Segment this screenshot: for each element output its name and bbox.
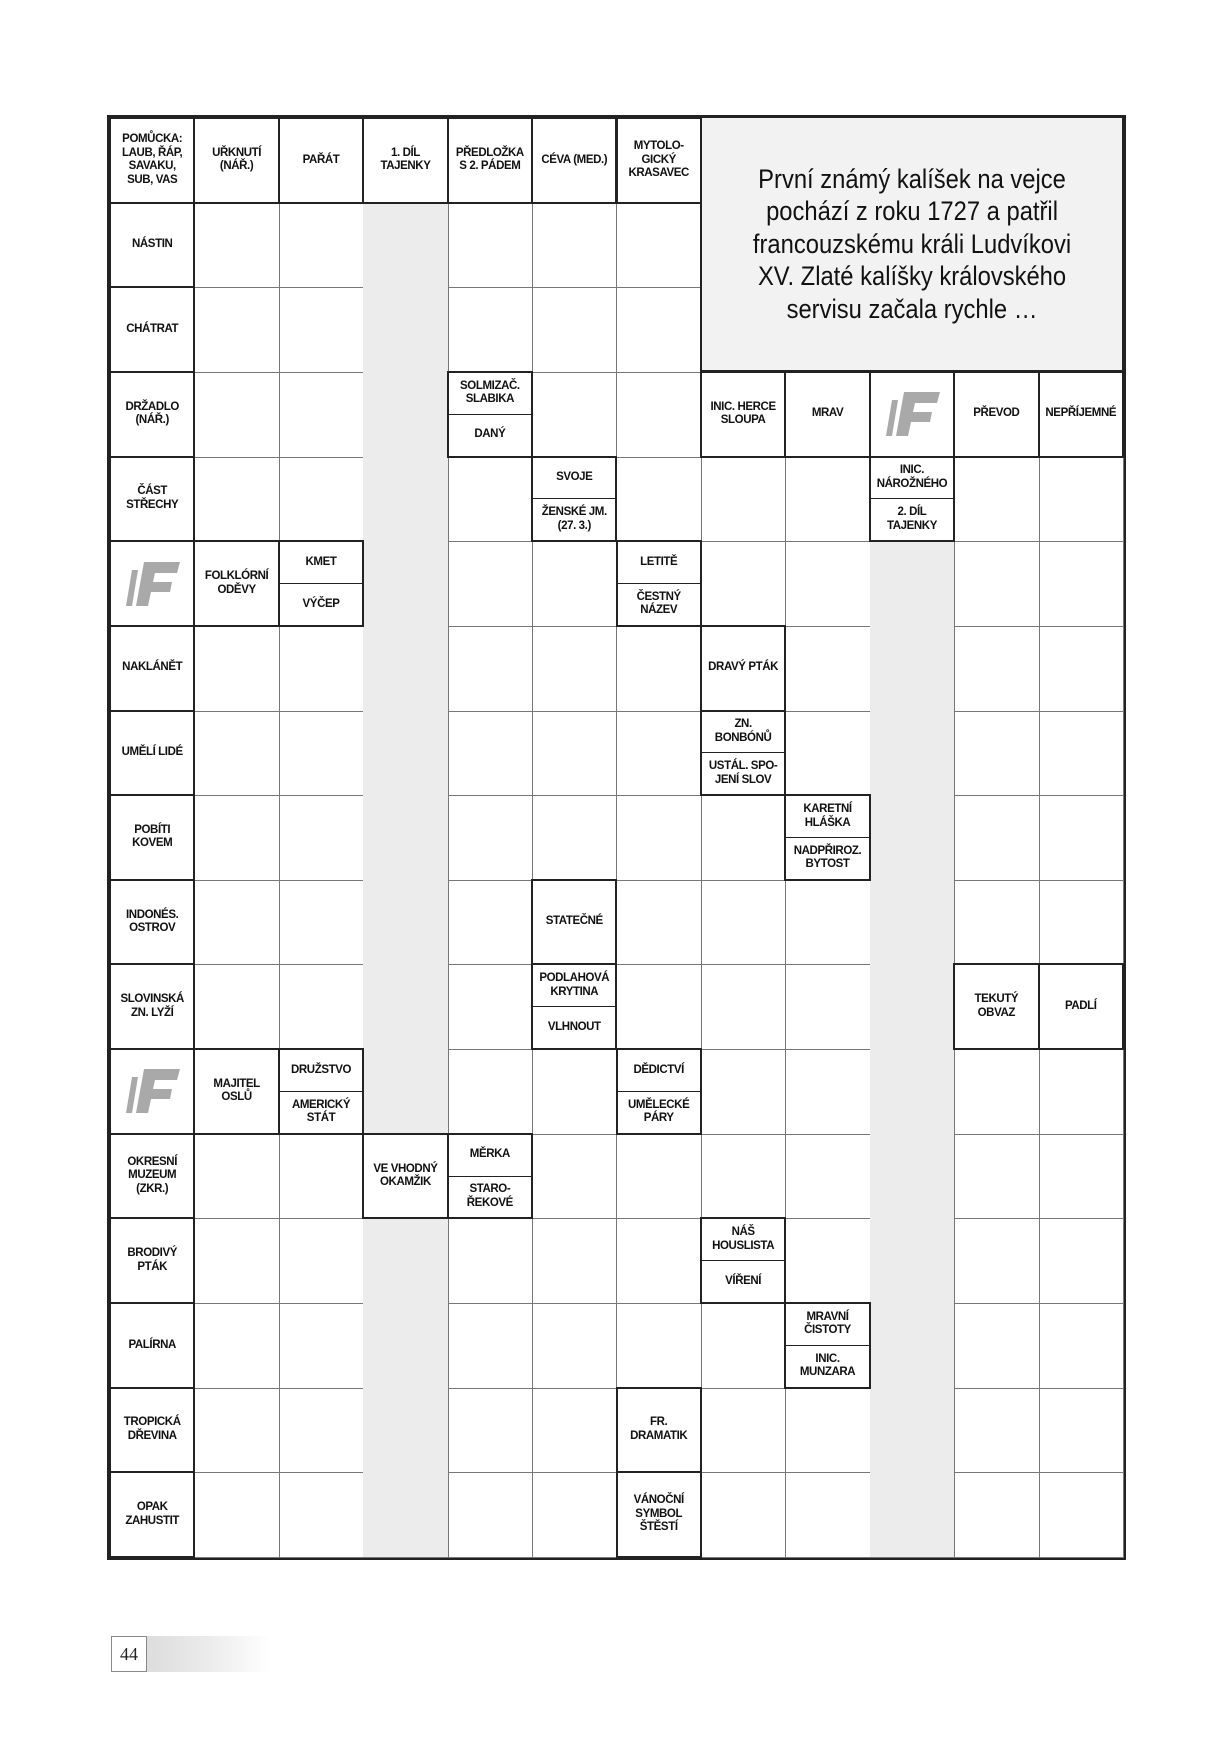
- clue-cell: [616, 1471, 702, 1558]
- answer-cell[interactable]: [617, 964, 702, 1050]
- answer-cell[interactable]: [448, 1049, 533, 1135]
- answer-cell[interactable]: [532, 1388, 617, 1474]
- clue-text: DANÝ: [449, 414, 531, 456]
- page-number: 44: [111, 1636, 147, 1672]
- answer-cell[interactable]: [194, 203, 279, 289]
- answer-cell[interactable]: [954, 1303, 1039, 1389]
- clue-text: DĚDICTVÍ: [633, 1063, 684, 1076]
- answer-cell[interactable]: [617, 203, 702, 289]
- answer-cell[interactable]: [1039, 795, 1124, 881]
- answer-cell[interactable]: [279, 964, 364, 1050]
- clue-text: NEPŘÍJEMNÉ: [1045, 407, 1117, 420]
- clue-text: INDONÉS. OSTROV: [126, 908, 179, 935]
- answer-cell[interactable]: [785, 880, 870, 966]
- answer-cell[interactable]: [954, 626, 1039, 712]
- clue-cell: [784, 371, 870, 458]
- crossword-grid: [107, 115, 1126, 1560]
- clue-text: INIC. HERCE SLOUPA: [710, 400, 776, 427]
- answer-cell[interactable]: [701, 1388, 786, 1474]
- clue-cell: [109, 117, 195, 204]
- clue-cell: [447, 1133, 533, 1220]
- clue-text: PŘEVOD: [973, 407, 1020, 420]
- clue-text: KARETNÍ HLÁŠKA: [803, 803, 852, 829]
- answer-cell[interactable]: [448, 203, 533, 289]
- answer-cell[interactable]: [448, 457, 533, 543]
- answer-cell[interactable]: [194, 1218, 279, 1304]
- answer-cell[interactable]: [532, 203, 617, 289]
- answer-cell[interactable]: [1039, 626, 1124, 712]
- clue-cell: [700, 710, 786, 797]
- answer-cell[interactable]: [870, 626, 955, 712]
- answer-cell[interactable]: [363, 457, 448, 543]
- answer-cell[interactable]: [701, 541, 786, 627]
- answer-cell[interactable]: [1039, 457, 1124, 543]
- clue-cell: [109, 963, 195, 1050]
- clue-cell: [193, 1048, 279, 1135]
- answer-cell[interactable]: [617, 372, 702, 458]
- clue-cell: [109, 710, 195, 797]
- answer-cell[interactable]: [279, 626, 364, 712]
- answer-cell[interactable]: [279, 711, 364, 797]
- answer-cell[interactable]: [363, 287, 448, 373]
- answer-cell[interactable]: [448, 795, 533, 881]
- answer-cell[interactable]: [448, 711, 533, 797]
- clue-cell: [869, 456, 955, 543]
- clue-text: STARO- ŘEKOVÉ: [449, 1176, 531, 1218]
- clue-text: SLOVINSKÁ ZN. LYŽÍ: [120, 993, 184, 1019]
- clue-text: LETITĚ: [640, 555, 678, 568]
- clue-cell: [953, 371, 1039, 458]
- clue-text: INIC. NÁROŽNÉHO: [876, 464, 948, 490]
- answer-cell[interactable]: [194, 1134, 279, 1220]
- answer-cell[interactable]: [279, 880, 364, 966]
- clue-cell: [193, 117, 279, 204]
- clue-cell: [278, 1048, 364, 1135]
- answer-cell[interactable]: [1039, 711, 1124, 797]
- answer-cell[interactable]: [785, 1049, 870, 1135]
- answer-cell[interactable]: [954, 1388, 1039, 1474]
- clue-cell: [109, 1302, 195, 1389]
- answer-cell[interactable]: [532, 1134, 617, 1220]
- answer-cell[interactable]: [617, 795, 702, 881]
- clue-cell: [109, 794, 195, 881]
- answer-cell[interactable]: [954, 457, 1039, 543]
- clue-cell: [362, 117, 448, 204]
- answer-cell[interactable]: [194, 795, 279, 881]
- clue-text: FR. DRAMATIK: [630, 1416, 688, 1443]
- clue-text: CHÁTRAT: [126, 322, 179, 335]
- clue-cell: [531, 963, 617, 1050]
- clue-text: AMERICKÝ STÁT: [280, 1091, 362, 1133]
- clue-text: NAKLÁNĚT: [122, 661, 183, 674]
- answer-cell[interactable]: [870, 711, 955, 797]
- answer-cell[interactable]: [785, 1472, 870, 1558]
- logo-cell: [869, 371, 955, 458]
- clue-cell: [616, 117, 702, 204]
- answer-cell[interactable]: [448, 1303, 533, 1389]
- answer-cell[interactable]: [279, 287, 364, 373]
- answer-cell[interactable]: [363, 1303, 448, 1389]
- clue-text: NÁSTIN: [132, 238, 173, 251]
- clue-cell: [953, 963, 1039, 1050]
- answer-cell[interactable]: [785, 457, 870, 543]
- clue-text: DRUŽSTVO: [291, 1063, 352, 1076]
- clue-text: INIC. MUNZARA: [786, 1345, 868, 1387]
- clue-cell: [700, 1217, 786, 1304]
- f-logo-icon: [880, 386, 944, 442]
- answer-cell[interactable]: [194, 880, 279, 966]
- answer-cell[interactable]: [194, 372, 279, 458]
- answer-cell[interactable]: [363, 1218, 448, 1304]
- answer-cell[interactable]: [194, 964, 279, 1050]
- answer-cell[interactable]: [954, 1218, 1039, 1304]
- clue-text: UŘKNUTÍ (NÁŘ.): [212, 146, 262, 173]
- answer-cell[interactable]: [870, 1472, 955, 1558]
- logo-cell: [109, 540, 195, 627]
- answer-cell[interactable]: [1039, 1472, 1124, 1558]
- clue-text: MYTOLO- GICKÝ KRASAVEC: [628, 139, 689, 180]
- clue-text: ZN. BONBÓNŮ: [714, 718, 772, 744]
- clue-text: TEKUTÝ OBVAZ: [974, 993, 1019, 1019]
- answer-cell[interactable]: [532, 1472, 617, 1558]
- answer-cell[interactable]: [194, 1388, 279, 1474]
- clue-text: VE VHODNÝ OKAMŽIK: [373, 1162, 438, 1189]
- answer-cell[interactable]: [363, 795, 448, 881]
- answer-cell[interactable]: [532, 1049, 617, 1135]
- answer-cell[interactable]: [701, 1472, 786, 1558]
- answer-cell[interactable]: [279, 1303, 364, 1389]
- clue-text: VLHNOUT: [533, 1006, 615, 1048]
- clue-cell: [109, 202, 195, 289]
- f-logo-icon: [120, 556, 184, 612]
- answer-cell[interactable]: [617, 626, 702, 712]
- answer-cell[interactable]: [532, 795, 617, 881]
- answer-cell[interactable]: [363, 626, 448, 712]
- answer-cell[interactable]: [1039, 541, 1124, 627]
- answer-cell[interactable]: [870, 1388, 955, 1474]
- answer-cell[interactable]: [785, 541, 870, 627]
- answer-cell[interactable]: [194, 1472, 279, 1558]
- clue-cell: [531, 879, 617, 966]
- clue-text: CÉVA (MED.): [541, 153, 608, 166]
- answer-cell[interactable]: [870, 1049, 955, 1135]
- clue-text: VÍŘENÍ: [702, 1260, 784, 1302]
- answer-cell[interactable]: [363, 203, 448, 289]
- clue-cell: [784, 1302, 870, 1389]
- answer-cell[interactable]: [701, 1049, 786, 1135]
- answer-cell[interactable]: [279, 1388, 364, 1474]
- f-logo-icon: [120, 1063, 184, 1119]
- answer-cell[interactable]: [532, 372, 617, 458]
- answer-cell[interactable]: [617, 711, 702, 797]
- answer-cell[interactable]: [194, 626, 279, 712]
- clue-text: MRAVNÍ ČISTOTY: [804, 1310, 851, 1337]
- answer-cell[interactable]: [363, 1388, 448, 1474]
- answer-cell[interactable]: [279, 795, 364, 881]
- answer-cell[interactable]: [701, 795, 786, 881]
- answer-cell[interactable]: [448, 541, 533, 627]
- answer-cell[interactable]: [617, 287, 702, 373]
- clue-cell: [447, 371, 533, 458]
- answer-cell[interactable]: [194, 457, 279, 543]
- clue-text: NÁŠ HOUSLISTA: [712, 1226, 775, 1252]
- answer-cell[interactable]: [532, 711, 617, 797]
- clue-text: OKRESNÍ MUZEUM (ZKR.): [127, 1155, 177, 1195]
- clue-cell: [109, 456, 195, 543]
- clue-text: POBÍTI KOVEM: [132, 823, 173, 850]
- clue-cell: [109, 625, 195, 712]
- answer-cell[interactable]: [785, 711, 870, 797]
- answer-cell[interactable]: [870, 1303, 955, 1389]
- clue-cell: [700, 625, 786, 712]
- clue-text: VÁNOČNÍ SYMBOL ŠTĚSTÍ: [633, 1494, 684, 1534]
- logo-cell: [109, 1048, 195, 1135]
- clue-text: OPAK ZAHUSTIT: [125, 1501, 180, 1527]
- clue-cell: [109, 1471, 195, 1558]
- answer-cell[interactable]: [1039, 1303, 1124, 1389]
- clue-text: BRODIVÝ PTÁK: [127, 1247, 177, 1273]
- message-text: První známý kalíšek na vejce pochází z roku 1727 a patřil francouzskému králi Ludvíkovi XV. Zlaté kalíšky královského servisu začala rychle …: [752, 163, 1072, 324]
- clue-cell: [278, 540, 364, 627]
- clue-text: PAŘÁT: [302, 153, 340, 166]
- clue-text: MĚRKA: [469, 1148, 510, 1161]
- answer-cell[interactable]: [194, 711, 279, 797]
- answer-cell[interactable]: [448, 1218, 533, 1304]
- answer-cell[interactable]: [1039, 880, 1124, 966]
- clue-text: 2. DÍL TAJENKY: [871, 498, 953, 540]
- clue-cell: [616, 1387, 702, 1474]
- clue-text: MAJITEL OSLŮ: [213, 1077, 260, 1104]
- answer-cell[interactable]: [870, 1218, 955, 1304]
- clue-text: MRAV: [811, 407, 844, 420]
- answer-cell[interactable]: [870, 541, 955, 627]
- answer-cell[interactable]: [785, 1388, 870, 1474]
- answer-cell[interactable]: [279, 1472, 364, 1558]
- answer-cell[interactable]: [701, 880, 786, 966]
- clue-cell: [109, 1387, 195, 1474]
- answer-cell[interactable]: [954, 1049, 1039, 1135]
- answer-cell[interactable]: [701, 457, 786, 543]
- answer-cell[interactable]: [363, 1472, 448, 1558]
- answer-cell[interactable]: [1039, 1049, 1124, 1135]
- answer-cell[interactable]: [701, 1303, 786, 1389]
- answer-cell[interactable]: [363, 880, 448, 966]
- answer-cell[interactable]: [279, 203, 364, 289]
- answer-cell[interactable]: [363, 541, 448, 627]
- answer-cell[interactable]: [532, 1218, 617, 1304]
- answer-cell[interactable]: [279, 372, 364, 458]
- clue-cell: [784, 794, 870, 881]
- answer-cell[interactable]: [954, 880, 1039, 966]
- answer-cell[interactable]: [954, 541, 1039, 627]
- answer-cell[interactable]: [448, 880, 533, 966]
- answer-cell[interactable]: [279, 1134, 364, 1220]
- answer-cell[interactable]: [279, 1218, 364, 1304]
- answer-cell[interactable]: [870, 795, 955, 881]
- answer-cell[interactable]: [532, 287, 617, 373]
- clue-cell: [531, 117, 617, 204]
- answer-cell[interactable]: [1039, 1134, 1124, 1220]
- answer-cell[interactable]: [532, 1303, 617, 1389]
- clue-cell: [616, 1048, 702, 1135]
- answer-cell[interactable]: [194, 287, 279, 373]
- answer-cell[interactable]: [785, 964, 870, 1050]
- clue-text: FOLKLÓRNÍ ODĚVY: [204, 569, 269, 596]
- clue-text: PADLÍ: [1064, 1000, 1097, 1012]
- answer-cell[interactable]: [363, 372, 448, 458]
- answer-cell[interactable]: [448, 964, 533, 1050]
- clue-cell: [109, 1217, 195, 1304]
- answer-cell[interactable]: [1039, 1388, 1124, 1474]
- clue-text: UMĚLECKÉ PÁRY: [618, 1091, 700, 1133]
- answer-cell[interactable]: [701, 1134, 786, 1220]
- answer-cell[interactable]: [954, 1472, 1039, 1558]
- clue-text: DRAVÝ PTÁK: [708, 661, 779, 674]
- answer-cell[interactable]: [617, 1218, 702, 1304]
- answer-cell[interactable]: [1039, 1218, 1124, 1304]
- clue-cell: [1038, 371, 1124, 458]
- clue-cell: [193, 540, 279, 627]
- answer-cell[interactable]: [448, 1472, 533, 1558]
- clue-text: TROPICKÁ DŘEVINA: [123, 1416, 181, 1443]
- answer-cell[interactable]: [701, 964, 786, 1050]
- clue-text: SVOJE: [556, 471, 593, 484]
- clue-cell: [109, 371, 195, 458]
- clue-cell: [700, 371, 786, 458]
- clue-text: POMŮCKA: LAUB, ŘÁP, SAVAKU, SUB, VAS: [122, 133, 183, 186]
- clue-cell: [109, 879, 195, 966]
- clue-cell: [1038, 963, 1124, 1050]
- clue-text: ČESTNÝ NÁZEV: [618, 583, 700, 625]
- answer-cell[interactable]: [532, 626, 617, 712]
- clue-cell: [447, 117, 533, 204]
- clue-cell: [362, 1133, 448, 1220]
- clue-text: KMET: [305, 555, 337, 568]
- clue-text: PALÍRNA: [128, 1338, 176, 1351]
- answer-cell[interactable]: [870, 880, 955, 966]
- clue-cell: [616, 540, 702, 627]
- clue-text: DRŽADLO (NÁŘ.): [125, 400, 179, 427]
- answer-cell[interactable]: [448, 287, 533, 373]
- clue-text: 1. DÍL TAJENKY: [380, 146, 431, 173]
- clue-text: NADPŘIROZ. BYTOST: [786, 837, 868, 879]
- answer-cell[interactable]: [785, 1218, 870, 1304]
- clue-cell: [109, 1133, 195, 1220]
- answer-cell[interactable]: [785, 1134, 870, 1220]
- clue-text: STATEČNÉ: [545, 915, 603, 928]
- answer-cell[interactable]: [363, 711, 448, 797]
- answer-cell[interactable]: [448, 1388, 533, 1474]
- page-number-box: [111, 1636, 271, 1672]
- clue-text: UMĚLÍ LIDÉ: [121, 746, 183, 759]
- answer-cell[interactable]: [870, 964, 955, 1050]
- clue-text: PODLAHOVÁ KRYTINA: [539, 972, 610, 998]
- answer-cell[interactable]: [870, 1134, 955, 1220]
- answer-cell[interactable]: [954, 795, 1039, 881]
- clue-text: SOLMIZAČ. SLABIKA: [460, 379, 520, 406]
- answer-cell[interactable]: [617, 457, 702, 543]
- answer-cell[interactable]: [363, 964, 448, 1050]
- clue-cell: [109, 286, 195, 373]
- answer-cell[interactable]: [785, 626, 870, 712]
- clue-cell: [531, 456, 617, 543]
- answer-cell[interactable]: [532, 541, 617, 627]
- answer-cell[interactable]: [448, 626, 533, 712]
- message-block: [700, 116, 1124, 372]
- answer-cell[interactable]: [617, 1134, 702, 1220]
- answer-cell[interactable]: [954, 711, 1039, 797]
- clue-cell: [278, 117, 364, 204]
- answer-cell[interactable]: [279, 457, 364, 543]
- clue-text: PŘEDLOŽKA S 2. PÁDEM: [455, 146, 524, 173]
- clue-text: VÝČEP: [280, 583, 362, 625]
- clue-text: USTÁL. SPO- JENÍ SLOV: [702, 752, 784, 794]
- answer-cell[interactable]: [363, 1049, 448, 1135]
- clue-text: ČÁST STŘECHY: [126, 485, 179, 511]
- clue-text: ŽENSKÉ JM. (27. 3.): [533, 498, 615, 540]
- answer-cell[interactable]: [617, 880, 702, 966]
- answer-cell[interactable]: [194, 1303, 279, 1389]
- answer-cell[interactable]: [617, 1303, 702, 1389]
- answer-cell[interactable]: [954, 1134, 1039, 1220]
